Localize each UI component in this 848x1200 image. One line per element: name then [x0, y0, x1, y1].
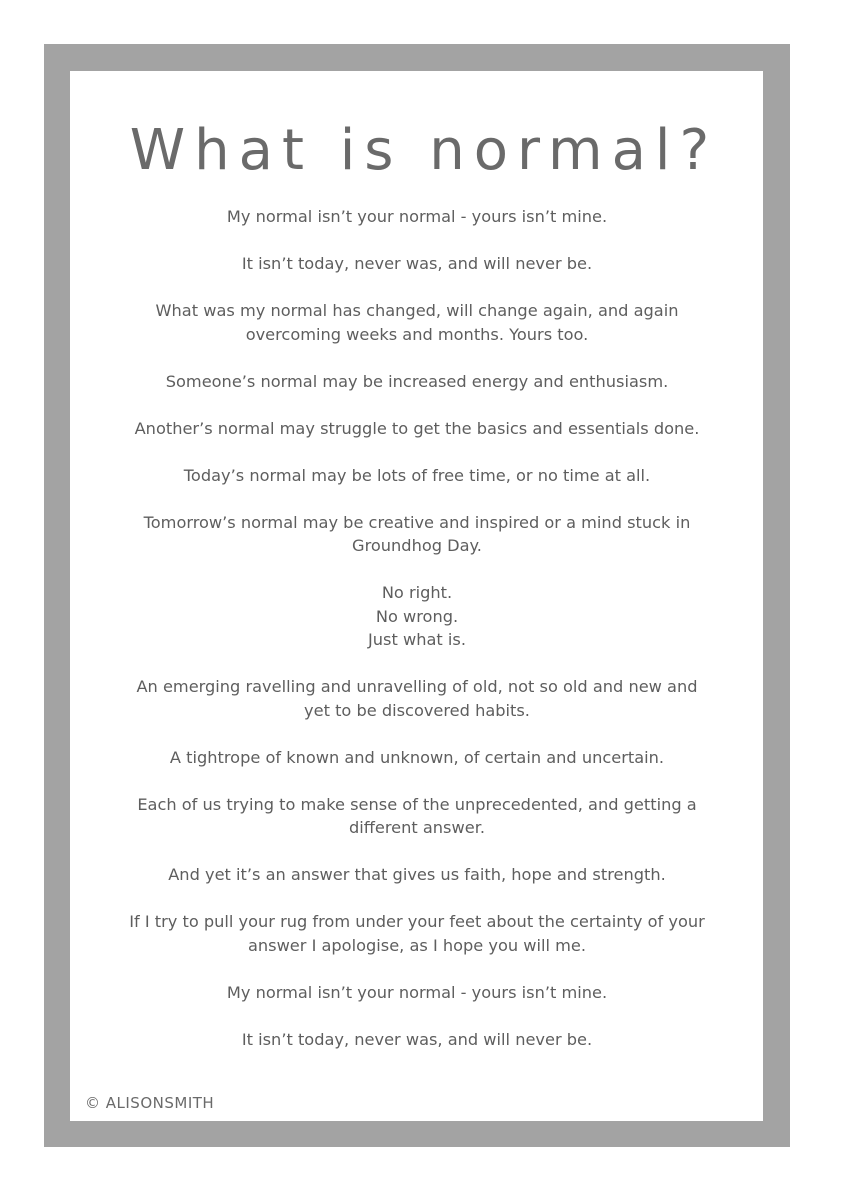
poem-line: If I try to pull your rug from under your feet about the certainty of your: [129, 912, 705, 931]
poem-body: [100, 205, 734, 1075]
stanza: [100, 863, 734, 887]
poem-line: answer I apologise, as I hope you will me.: [247, 935, 587, 955]
stanza: [100, 910, 734, 957]
poem-line: different answer.: [348, 818, 486, 837]
stanza: [100, 675, 734, 722]
stanza: [100, 793, 734, 840]
poem-line: My normal isn’t your normal - yours isn’t mine.: [226, 982, 608, 1002]
stanza: [100, 205, 734, 229]
poem-line: It isn’t today, never was, and will never be.: [241, 1029, 593, 1049]
poem-line: What was my normal has changed, will change again, and again: [155, 301, 679, 320]
poem-line: Today’s normal may be lots of free time, or no time at all.: [183, 465, 651, 485]
stanza: [100, 1028, 734, 1052]
poem-line: A tightrope of known and unknown, of certain and uncertain.: [169, 747, 665, 767]
poem-line: And yet it’s an answer that gives us faith, hope and strength.: [168, 865, 666, 884]
poem-line: My normal isn’t your normal - yours isn’t mine.: [226, 207, 608, 226]
stanza: [100, 370, 734, 394]
poem-line: Someone’s normal may be increased energy and enthusiasm.: [165, 371, 669, 391]
poem-line: Just what is.: [368, 630, 466, 649]
stanza: [100, 252, 734, 276]
poem-title: What is normal?: [129, 118, 719, 183]
poem-line: No wrong.: [375, 606, 459, 626]
poem-line: Tomorrow’s normal may be creative and inspired or a mind stuck in: [143, 512, 691, 532]
copyright-notice: © ALISONSMITH: [85, 1094, 215, 1112]
stanza: [100, 746, 734, 770]
poem-line: No right.: [381, 583, 453, 602]
stanza: [100, 511, 734, 558]
poem-line: Another’s normal may struggle to get the basics and essentials done.: [134, 418, 700, 438]
stanza: [100, 581, 734, 652]
poem-line: overcoming weeks and months. Yours too.: [245, 324, 589, 344]
stanza: [100, 299, 734, 346]
poem-line: It isn’t today, never was, and will never be.: [241, 254, 593, 273]
stanza: [100, 981, 734, 1005]
poem-line: Groundhog Day.: [352, 536, 482, 555]
poem-line: yet to be discovered habits.: [304, 700, 530, 720]
poem-line: Each of us trying to make sense of the unprecedented, and getting a: [137, 794, 697, 814]
stanza: [100, 417, 734, 441]
stanza: [100, 464, 734, 488]
poem-line: An emerging ravelling and unravelling of old, not so old and new and: [136, 677, 698, 696]
